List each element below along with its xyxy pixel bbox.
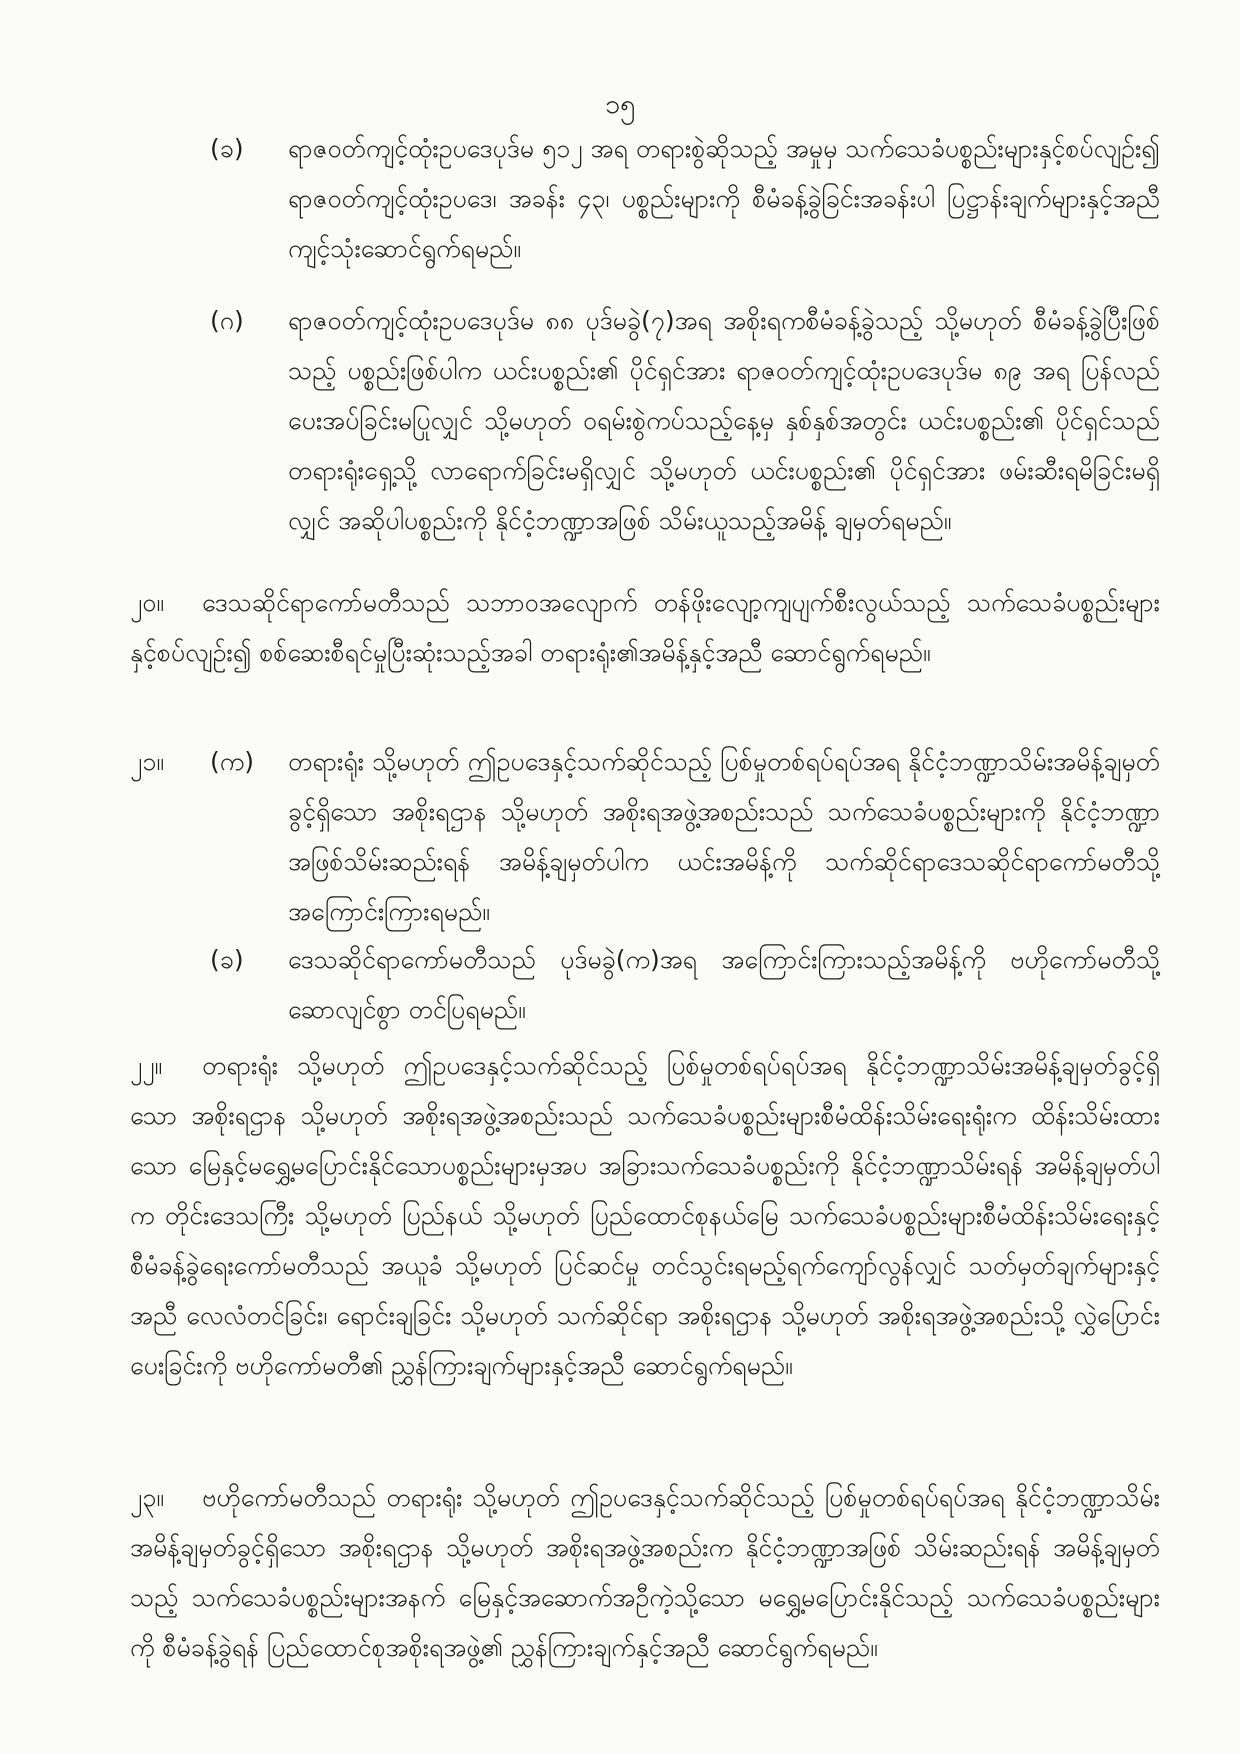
section-text: တရားရုံး သို့မဟုတ် ဤဥပဒေနှင့်သက်ဆိုင်သည့် ပြစ်မှုတစ်ရပ်ရပ်အရ နိုင်ငံ့ဘဏ္ဍာသိမ်းအမိန့်ချမှတ်ခွင့်ရှိသော အစိုးရဌာန သို့မဟုတ် အစိုးရအဖွဲ့အစည်းသည် သက်သေခံပစ္စည်းများစီမံထိန်းသိမ်းရေးရုံးက ထိန်းသိမ်းထားသော မြေနှင့်မရွှေ့မပြောင်းနိုင်သောပစ္စည်းများမှအပ အခြားသက်သေခံပစ္စည်းကို နိုင်ငံ့ဘဏ္ဍာသိမ်းရန် အမိန့်ချမှတ်ပါက တိုင်းဒေသကြီး သို့မဟုတ် ပြည်နယ် သို့မဟုတ် ပြည်ထောင်စုနယ်မြေ သက်သေခံပစ္စည်းများစီမံထိန်းသိမ်းရေးနှင့် စီမံခန့်ခွဲရေးကော်မတီသည် အယူခံ သို့မဟုတ် ပြင်ဆင်မှု တင်သွင်းရမည့်ရက်ကျော်လွန်လျှင် သတ်မှတ်ချက်များနှင့်အညီ လေလံတင်ခြင်း၊ ရောင်းချခြင်း သို့မဟုတ် သက်ဆိုင်ရာ အစိုးရဌာန သို့မဟုတ် အစိုးရအဖွဲ့အစည်းသို့ လွှဲပြောင်းပေးခြင်းကို ဗဟိုကော်မတီ၏ ညွှန်ကြားချက်များနှင့်အညီ ဆောင်ရွက်ရမည်။	[130, 1051, 1160, 1380]
clause-label: (က)	[210, 747, 254, 776]
clause-text: ရာဇဝတ်ကျင့်ထုံးဥပဒေပုဒ်မ ၅၁၂ အရ တရားစွဲဆိုသည့် အမှုမှ သက်သေခံပစ္စည်းများနှင့်စပ်လျဉ်း၍ ရာဇဝတ်ကျင့်ထုံးဥပဒေ၊ အခန်း ၄၃၊ ပစ္စည်းများကို စီမံခန့်ခွဲခြင်းအခန်းပါ ပြဋ္ဌာန်းချက်များနှင့်အညီ ကျင့်သုံးဆောင်ရွက်ရမည်။	[288, 134, 1160, 263]
clause-label: (ခ)	[210, 134, 244, 163]
section-number: ၂၂။	[130, 1051, 163, 1080]
section-number: ၂၁။	[130, 747, 164, 776]
clause-text: ရာဇဝတ်ကျင့်ထုံးဥပဒေပုဒ်မ ၈၈ ပုဒ်မခွဲ(၇)အရ အစိုးရကစီမံခန့်ခွဲသည့် သို့မဟုတ် စီမံခန့်ခွဲပြီးဖြစ်သည့် ပစ္စည်းဖြစ်ပါက ယင်းပစ္စည်း၏ ပိုင်ရှင်အား ရာဇဝတ်ကျင့်ထုံးဥပဒေပုဒ်မ ၈၉ အရ ပြန်လည်ပေးအပ်ခြင်းမပြုလျှင် သို့မဟုတ် ဝရမ်းစွဲကပ်သည့်နေ့မှ နှစ်နှစ်အတွင်း ယင်းပစ္စည်း၏ ပိုင်ရှင်သည် တရားရုံးရှေ့သို့ လာရောက်ခြင်းမရှိလျှင် သို့မဟုတ် ယင်းပစ္စည်း၏ ပိုင်ရှင်အား ဖမ်းဆီးရမိခြင်းမရှိလျှင် အဆိုပါပစ္စည်းကို နိုင်ငံ့ဘဏ္ဍာအဖြစ် သိမ်းယူသည့်အမိန့် ချမှတ်ရမည်။	[288, 306, 1160, 535]
section-number: ၂၀။	[130, 588, 164, 617]
clause-label: (ဂ)	[210, 306, 244, 335]
section-text: ဒေသဆိုင်ရာကော်မတီသည် သဘာဝအလျောက် တန်ဖိုးလျော့ကျပျက်စီးလွယ်သည့် သက်သေခံပစ္စည်းများနှင့်စပ်လျဉ်း၍ စစ်ဆေးစီရင်မှုပြီးဆုံးသည့်အခါ တရားရုံး၏အမိန့်နှင့်အညီ ဆောင်ရွက်ရမည်။	[130, 588, 1160, 667]
clause-text: ဒေသဆိုင်ရာကော်မတီသည် ပုဒ်မခွဲ(က)အရ အကြောင်းကြားသည့်အမိန့်ကို ဗဟိုကော်မတီသို့ ဆောလျင်စွာ တင်ပြရမည်။	[288, 945, 1160, 1024]
section-number: ၂၃။	[130, 1483, 164, 1512]
section-text: ဗဟိုကော်မတီသည် တရားရုံး သို့မဟုတ် ဤဥပဒေနှင့်သက်ဆိုင်သည့် ပြစ်မှုတစ်ရပ်ရပ်အရ နိုင်ငံ့ဘဏ္ဍာသိမ်းအမိန့်ချမှတ်ခွင့်ရှိသော အစိုးရဌာန သို့မဟုတ် အစိုးရအဖွဲ့အစည်းက နိုင်ငံ့ဘဏ္ဍာအဖြစ် သိမ်းဆည်းရန် အမိန့်ချမှတ်သည့် သက်သေခံပစ္စည်းများအနက် မြေနှင့်အဆောက်အဦကဲ့သို့သော မရွှေ့မပြောင်းနိုင်သည့် သက်သေခံပစ္စည်းများကို စီမံခန့်ခွဲရန် ပြည်ထောင်စုအစိုးရအဖွဲ့၏ ညွှန်ကြားချက်နှင့်အညီ ဆောင်ရွက်ရမည်။	[130, 1483, 1160, 1662]
page-number: ၁၅	[604, 89, 636, 120]
clause-label: (ခ)	[210, 945, 244, 974]
clause-text: တရားရုံး သို့မဟုတ် ဤဥပဒေနှင့်သက်ဆိုင်သည့် ပြစ်မှုတစ်ရပ်ရပ်အရ နိုင်ငံ့ဘဏ္ဍာသိမ်းအမိန့်ချမှတ်ခွင့်ရှိသော အစိုးရဌာန သို့မဟုတ် အစိုးရအဖွဲ့အစည်းသည် သက်သေခံပစ္စည်းများကို နိုင်ငံ့ဘဏ္ဍာအဖြစ်သိမ်းဆည်းရန် အမိန့်ချမှတ်ပါက ယင်းအမိန့်ကို သက်ဆိုင်ရာဒေသဆိုင်ရာကော်မတီသို့ အကြောင်းကြားရမည်။	[288, 747, 1160, 926]
